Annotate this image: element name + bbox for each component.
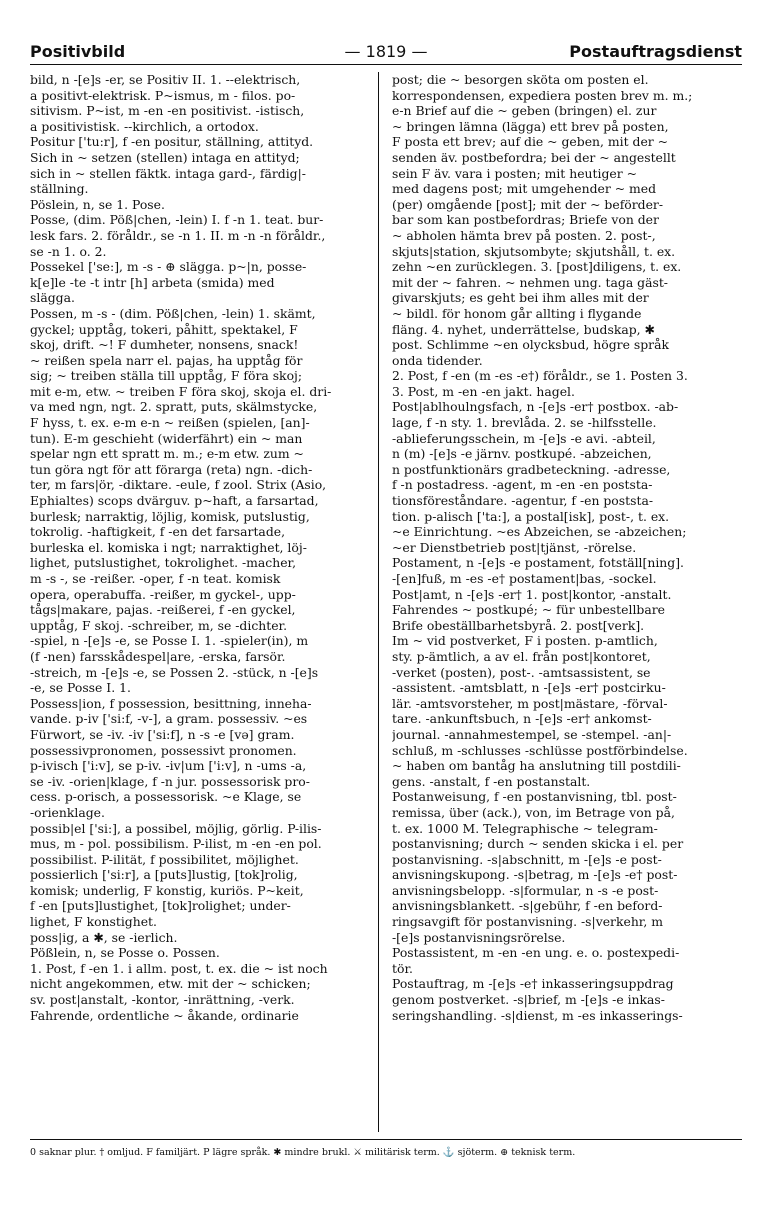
- dictionary-line: 3. Post, m -en -en jakt. hagel.: [392, 383, 575, 399]
- dictionary-line: Pöslein, n, se 1. Pose.: [30, 196, 165, 212]
- dictionary-line: -streich, m -[e]s -e, se Possen 2. -stück, n -[e]s: [30, 664, 319, 680]
- abbreviation-legend: 0 saknar plur. † omljud. F familjärt. P lägre språk. ✱ mindre brukl. ⚔ militärisk term. ⚓ sjöterm. ⊕ teknisk term.: [30, 1147, 576, 1158]
- dictionary-line: senden äv. postbefordra; bei der ~ angestellt: [392, 149, 676, 165]
- dictionary-line: sig; ~ treiben ställa till upptåg, F föra skoj;: [30, 368, 303, 384]
- dictionary-line: upptåg, F skoj. -schreiber, m, se -dichter.: [30, 617, 288, 633]
- dictionary-line: F hyss, t. ex. e-m e-n ~ reißen (spielen, [an]-: [30, 415, 310, 431]
- dictionary-line: possessivpronomen, possessivt pronomen.: [30, 742, 297, 758]
- dictionary-line: t. ex. 1000 M. Telegraphische ~ telegram-: [392, 820, 658, 836]
- dictionary-line: -assistent. -amtsblatt, n -[e]s -er† postcirku-: [392, 680, 666, 696]
- dictionary-line: genom postverket. -s|brief, m -[e]s -e inkas-: [392, 992, 665, 1008]
- dictionary-line: n (m) -[e]s -e järnv. postkupé. -abzeichen,: [392, 446, 652, 462]
- dictionary-line: postanvisning; durch ~ senden skicka i el. per: [392, 836, 684, 852]
- dictionary-line: post. Schlimme ~en olycksbud, högre språk: [392, 337, 669, 353]
- dictionary-line: Post|amt, n -[e]s -er† 1. post|kontor, -anstalt.: [392, 586, 672, 602]
- dictionary-line: tågs|makare, pajas. -reißerei, f -en gyckel,: [30, 602, 296, 618]
- dictionary-line: a positivistisk. --kirchlich, a ortodox.: [30, 118, 259, 134]
- dictionary-line: bar som kan postbefordras; Briefe von der: [392, 212, 659, 228]
- dictionary-line: vande. p-iv ['si:f, -v-], a gram. possessiv. ~es: [30, 711, 308, 727]
- dictionary-line: mit der ~ fahren. ~ nehmen ung. taga gäst-: [392, 274, 668, 290]
- dictionary-line: gens. -anstalt, f -en postanstalt.: [392, 773, 591, 789]
- dictionary-line: se -iv. -orien|klage, f -n jur. possessorisk pro-: [30, 773, 310, 789]
- dictionary-line: Sich in ~ setzen (stellen) intaga en attityd;: [30, 149, 300, 165]
- dictionary-line: ~ abholen hämta brev på posten. 2. post-,: [392, 227, 656, 243]
- dictionary-line: tionsföreståndare. -agentur, f -en poststa-: [392, 493, 654, 509]
- dictionary-line: ställning.: [30, 181, 89, 197]
- dictionary-line: -spiel, n -[e]s -e, se Posse I. 1. -spieler(in), m: [30, 633, 309, 649]
- dictionary-line: Ephialtes) scops dvärguv. p~haft, a farsartad,: [30, 493, 319, 509]
- dictionary-page: [30, 34, 742, 1184]
- footer-divider: [30, 1139, 742, 1140]
- dictionary-line: komisk; underlig, F konstig, kuriös. P~keit,: [30, 882, 304, 898]
- dictionary-line: ~e Einrichtung. ~es Abzeichen, se -abzeichen;: [392, 524, 687, 540]
- dictionary-line: cess. p-orisch, a possessorisk. ~e Klage, se: [30, 789, 302, 805]
- dictionary-line: tion. p-alisch ['ta:], a postal[isk], post-, t. ex.: [392, 508, 670, 524]
- dictionary-line: Posse, (dim. Pöß|chen, -lein) I. f -n 1. teat. bur-: [30, 212, 324, 228]
- dictionary-line: sty. p-ämtlich, a av el. från post|kontoret,: [392, 648, 651, 664]
- right-column: [392, 72, 728, 1132]
- dictionary-line: sein F äv. vara i posten; mit heutiger ~: [392, 165, 637, 181]
- dictionary-line: -[en]fuß, m -es -e† postament|bas, -sockel.: [392, 571, 657, 586]
- dictionary-line: Fürwort, se -iv. -iv ['si:f], n -s -e [və] gram.: [30, 726, 295, 742]
- dictionary-line: sitivism. P~ist, m -en -en positivist. -istisch,: [30, 103, 305, 119]
- dictionary-line: lage, f -n sty. 1. brevlåda. 2. se -hilfsstelle.: [392, 415, 657, 431]
- dictionary-line: burlesk; narraktig, löjlig, komisk, putslustig,: [30, 508, 310, 524]
- dictionary-line: Im ~ vid postverket, F i posten. p-amtlich,: [392, 633, 658, 649]
- dictionary-line: f -n postadress. -agent, m -en -en poststa-: [392, 477, 653, 493]
- dictionary-line: Fahrendes ~ postkupé; ~ für unbestellbare: [392, 602, 665, 618]
- dictionary-line: lesk fars. 2. föråldr., se -n 1. II. m -n -n föråldr.,: [30, 227, 326, 243]
- dictionary-line: ~er Dienstbetrieb post|tjänst, -rörelse.: [392, 539, 637, 555]
- dictionary-line: bild, n -[e]s -er, se Positiv II. 1. --elektrisch,: [30, 72, 301, 87]
- dictionary-line: va med ngn, ngt. 2. spratt, puts, skälmstycke,: [30, 399, 318, 415]
- dictionary-line: se -n 1. o. 2.: [30, 243, 107, 259]
- dictionary-line: Possen, m -s - (dim. Pöß|chen, -lein) 1. skämt,: [30, 305, 316, 321]
- dictionary-line: gyckel; upptåg, tokeri, påhitt, spektakel, F: [30, 321, 298, 337]
- dictionary-line: possierlich ['si:r], a [puts]lustig, [tok]rolig,: [30, 867, 298, 883]
- page-number: — 1819 —: [344, 42, 428, 61]
- dictionary-line: anvisningsblankett. -s|gebühr, f -en beford-: [392, 898, 663, 914]
- dictionary-line: journal. -annahmestempel, se -stempel. -an|-: [392, 726, 672, 742]
- dictionary-line: schluß, m -schlusses -schlüsse postförbindelse.: [392, 742, 688, 758]
- dictionary-line: lighet, F konstighet.: [30, 914, 157, 930]
- dictionary-line: k[e]le -te -t intr [h] arbeta (smida) med: [30, 274, 275, 290]
- dictionary-line: slägga.: [30, 290, 75, 306]
- dictionary-line: opera, operabuffa. -reißer, m gyckel-, upp-: [30, 586, 296, 602]
- dictionary-line: n postfunktionärs gradbeteckning. -adresse,: [392, 461, 671, 477]
- dictionary-line: ~ haben om bantåg ha anslutning till postdili-: [392, 758, 681, 774]
- dictionary-line: givarskjuts; es geht bei ihm alles mit der: [392, 290, 649, 306]
- dictionary-line: a positivt-elektrisk. P~ismus, m - filos. po-: [30, 87, 296, 103]
- dictionary-line: Postauftrag, m -[e]s -e† inkasseringsuppdrag: [392, 976, 674, 992]
- dictionary-line: f -en [puts]lustighet, [tok]rolighet; under-: [30, 898, 291, 914]
- dictionary-line: possibilist. P-ilität, f possibilitet, möjlighet.: [30, 851, 299, 867]
- dictionary-line: burleska el. komiska i ngt; narraktighet, löj-: [30, 539, 307, 555]
- dictionary-line: Possekel ['se:], m -s - ⊕ slägga. p~|n, posse-: [30, 259, 307, 275]
- dictionary-line: m -s -, se -reißer. -oper, f -n teat. komisk: [30, 571, 281, 586]
- text-columns: [30, 72, 742, 1132]
- dictionary-line: Fahrende, ordentliche ~ åkande, ordinarie: [30, 1007, 299, 1023]
- dictionary-line: fläng. 4. nyhet, underrättelse, budskap, ✱: [392, 321, 655, 337]
- dictionary-line: ~ bildl. för honom går allting i flygande: [392, 305, 642, 321]
- dictionary-line: remissa, über (ack.), von, im Betrage von på,: [392, 804, 675, 820]
- dictionary-line: Brife obeställbarhetsbyrå. 2. post[verk].: [392, 617, 645, 633]
- dictionary-line: tun göra ngt för att förarga (reta) ngn. -dich-: [30, 461, 313, 477]
- dictionary-line: F posta ett brev; auf die ~ geben, mit der ~: [392, 134, 669, 150]
- dictionary-line: Postanweisung, f -en postanvisning, tbl. post-: [392, 789, 677, 805]
- dictionary-line: mit e-m, etw. ~ treiben F föra skoj, skoja el. dri-: [30, 383, 332, 399]
- dictionary-line: sv. post|anstalt, -kontor, -inrättning, -verk.: [30, 992, 295, 1008]
- dictionary-line: -[e]s postanvisningsrörelse.: [392, 929, 566, 945]
- dictionary-line: e-n Brief auf die ~ geben (bringen) el. zur: [392, 103, 657, 119]
- dictionary-line: ter, m fars|ör, -diktare. -eule, f zool. Strix (Asio,: [30, 477, 327, 493]
- dictionary-line: korrespondensen, expediera posten brev m. m.;: [392, 87, 693, 103]
- dictionary-line: ~ reißen spela narr el. pajas, ha upptåg för: [30, 352, 303, 368]
- dictionary-line: mus, m - pol. possibilism. P-ilist, m -en -en pol.: [30, 836, 322, 852]
- dictionary-line: poss|ig, a ✱, se -ierlich.: [30, 929, 178, 945]
- dictionary-line: 2. Post, f -en (m -es -e†) föråldr., se 1. Posten 3.: [392, 368, 688, 384]
- dictionary-line: tokrolig. -haftigkeit, f -en det farsartade,: [30, 524, 286, 540]
- dictionary-line: 1. Post, f -en 1. i allm. post, t. ex. die ~ ist noch: [30, 960, 328, 976]
- dictionary-line: tör.: [392, 960, 413, 976]
- dictionary-line: med dagens post; mit umgehender ~ med: [392, 181, 657, 197]
- dictionary-line: Postassistent, m -en -en ung. e. o. postexpedi-: [392, 945, 680, 961]
- dictionary-line: zehn ~en zurücklegen. 3. [post]diligens, t. ex.: [392, 259, 682, 275]
- column-divider: [378, 72, 379, 1132]
- dictionary-line: -ablieferungsschein, m -[e]s -e avi. -abteil,: [392, 430, 656, 446]
- header-last-word: Postauftragsdienst: [569, 42, 742, 61]
- dictionary-line: postanvisning. -s|abschnitt, m -[e]s -e post-: [392, 851, 662, 867]
- dictionary-line: seringshandling. -s|dienst, m -es inkasserings-: [392, 1007, 683, 1023]
- dictionary-line: anvisningskupong. -s|betrag, m -[e]s -e† post-: [392, 867, 678, 883]
- dictionary-line: Positur ['tu:r], f -en positur, ställning, attityd.: [30, 134, 314, 150]
- header-first-word: Positivbild: [30, 42, 126, 61]
- dictionary-line: lighet, putslustighet, tokrolighet. -macher,: [30, 555, 297, 571]
- dictionary-line: post; die ~ besorgen sköta om posten el.: [392, 72, 649, 87]
- dictionary-line: onda tidender.: [392, 352, 483, 368]
- dictionary-line: Postament, n -[e]s -e postament, fotställ[ning].: [392, 555, 684, 571]
- dictionary-line: skjuts|station, skjutsombyte; skjutshåll, t. ex.: [392, 243, 676, 259]
- dictionary-line: -verket (posten), post-. -amtsassistent, se: [392, 664, 651, 680]
- left-column: [30, 72, 366, 1132]
- dictionary-line: lär. -amtsvorsteher, m post|mästare, -förval-: [392, 695, 668, 711]
- dictionary-line: ~ bringen lämna (lägga) ett brev på posten,: [392, 118, 669, 134]
- dictionary-line: skoj, drift. ~! F dumheter, nonsens, snack!: [30, 337, 299, 353]
- dictionary-line: (f -nen) farsskådespel|are, -erska, farsör.: [30, 648, 286, 664]
- dictionary-line: anvisningsbelopp. -s|formular, n -s -e post-: [392, 882, 659, 898]
- dictionary-line: -e, se Posse I. 1.: [30, 680, 131, 696]
- dictionary-line: spelar ngn ett spratt m. m.; e-m etw. zum ~: [30, 446, 304, 462]
- dictionary-line: p-ivisch ['i:v], se p-iv. -iv|um ['i:v], n -ums -a,: [30, 758, 307, 774]
- dictionary-line: -orienklage.: [30, 804, 105, 820]
- page-header: [30, 34, 742, 65]
- dictionary-line: sich in ~ stellen fäktk. intaga gard-, färdig|-: [30, 165, 306, 181]
- dictionary-line: tare. -ankunftsbuch, n -[e]s -er† ankomst-: [392, 711, 652, 727]
- dictionary-line: (per) omgående [post]; mit der ~ beförder-: [392, 196, 664, 212]
- dictionary-line: nicht angekommen, etw. mit der ~ schicken;: [30, 976, 311, 992]
- dictionary-line: possib|el ['si:], a possibel, möjlig, görlig. P-ilis-: [30, 820, 322, 836]
- dictionary-line: ringsavgift för postanvisning. -s|verkehr, m: [392, 914, 663, 930]
- dictionary-line: Pößlein, n, se Posse o. Possen.: [30, 945, 220, 961]
- dictionary-line: tun). E-m geschieht (widerfährt) ein ~ man: [30, 430, 303, 446]
- dictionary-line: Possess|ion, f possession, besittning, inneha-: [30, 695, 312, 711]
- dictionary-line: Post|ablhoulngsfach, n -[e]s -er† postbox. -ab-: [392, 399, 679, 415]
